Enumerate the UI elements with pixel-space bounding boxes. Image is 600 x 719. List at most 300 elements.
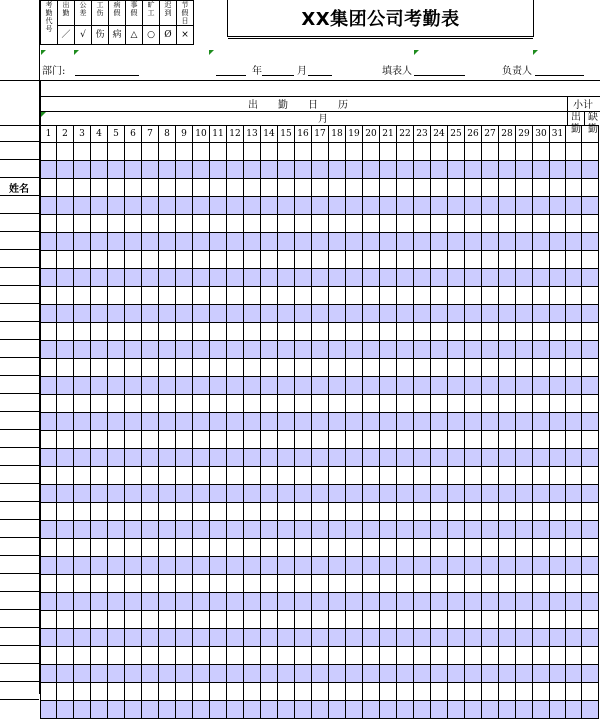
attendance-cell[interactable] [176,341,193,359]
attendance-cell[interactable] [397,305,414,323]
attendance-cell[interactable] [499,467,516,485]
attendance-cell[interactable] [482,467,499,485]
attendance-cell[interactable] [125,431,142,449]
name-cell[interactable] [0,321,39,340]
attendance-cell[interactable] [482,215,499,233]
name-cell[interactable] [0,429,39,448]
attendance-cell[interactable] [414,557,431,575]
attendance-cell[interactable] [295,521,312,539]
attendance-cell[interactable] [533,287,550,305]
attendance-cell[interactable] [329,593,346,611]
attendance-cell[interactable] [74,269,91,287]
attendance-cell[interactable] [465,431,482,449]
attendance-cell[interactable] [312,161,329,179]
attendance-cell[interactable] [482,485,499,503]
attendance-cell[interactable] [261,665,278,683]
attendance-cell[interactable] [57,413,74,431]
attendance-cell[interactable] [193,647,210,665]
attendance-cell[interactable] [193,557,210,575]
attendance-cell[interactable] [159,521,176,539]
attendance-cell[interactable] [278,395,295,413]
attendance-cell[interactable] [74,647,91,665]
attendance-cell[interactable] [244,359,261,377]
attendance-cell[interactable] [57,233,74,251]
name-cell[interactable] [0,411,39,430]
attendance-cell[interactable] [108,539,125,557]
attendance-cell[interactable] [550,521,566,539]
attendance-cell[interactable] [193,143,210,161]
attendance-cell[interactable] [91,521,108,539]
attendance-cell[interactable] [482,395,499,413]
attendance-cell[interactable] [550,647,566,665]
attendance-cell[interactable] [482,521,499,539]
attendance-cell[interactable] [193,215,210,233]
attendance-cell[interactable] [465,413,482,431]
attendance-cell[interactable] [74,431,91,449]
attendance-cell[interactable] [533,485,550,503]
attendance-cell[interactable] [329,287,346,305]
attendance-cell[interactable] [346,593,363,611]
attendance-cell[interactable] [550,179,566,197]
attendance-cell[interactable] [108,449,125,467]
attendance-cell[interactable] [108,323,125,341]
attendance-cell[interactable] [550,431,566,449]
attendance-cell[interactable] [465,575,482,593]
attendance-cell[interactable] [448,359,465,377]
attendance-cell[interactable] [159,305,176,323]
attendance-cell[interactable] [397,647,414,665]
attendance-cell[interactable] [57,305,74,323]
attendance-cell[interactable] [91,143,108,161]
attendance-cell[interactable] [74,161,91,179]
attendance-cell[interactable] [414,431,431,449]
attendance-cell[interactable] [380,395,397,413]
attendance-cell[interactable] [499,323,516,341]
attendance-cell[interactable] [380,143,397,161]
attendance-cell[interactable] [329,467,346,485]
attendance-cell[interactable] [227,287,244,305]
attendance-cell[interactable] [159,215,176,233]
attendance-cell[interactable] [210,701,227,719]
attendance-cell[interactable] [159,359,176,377]
attendance-cell[interactable] [516,611,533,629]
subtotal-cell[interactable] [582,683,599,701]
attendance-cell[interactable] [244,377,261,395]
attendance-cell[interactable] [431,485,448,503]
attendance-cell[interactable] [363,449,380,467]
attendance-cell[interactable] [210,341,227,359]
attendance-cell[interactable] [41,413,57,431]
attendance-cell[interactable] [397,485,414,503]
attendance-cell[interactable] [329,143,346,161]
attendance-cell[interactable] [278,467,295,485]
attendance-cell[interactable] [176,143,193,161]
attendance-cell[interactable] [227,359,244,377]
attendance-cell[interactable] [397,449,414,467]
attendance-cell[interactable] [261,431,278,449]
attendance-cell[interactable] [465,683,482,701]
attendance-cell[interactable] [346,503,363,521]
attendance-cell[interactable] [91,269,108,287]
attendance-cell[interactable] [142,287,159,305]
attendance-cell[interactable] [244,341,261,359]
attendance-cell[interactable] [482,557,499,575]
attendance-cell[interactable] [210,665,227,683]
subtotal-cell[interactable] [582,701,599,719]
attendance-cell[interactable] [312,341,329,359]
attendance-cell[interactable] [74,629,91,647]
attendance-cell[interactable] [176,701,193,719]
attendance-cell[interactable] [41,647,57,665]
attendance-cell[interactable] [533,431,550,449]
attendance-cell[interactable] [193,467,210,485]
attendance-cell[interactable] [159,629,176,647]
attendance-cell[interactable] [176,485,193,503]
name-cell[interactable] [0,663,39,682]
attendance-cell[interactable] [533,269,550,287]
attendance-cell[interactable] [41,449,57,467]
attendance-cell[interactable] [550,143,566,161]
attendance-cell[interactable] [550,341,566,359]
attendance-cell[interactable] [431,305,448,323]
attendance-cell[interactable] [329,323,346,341]
attendance-cell[interactable] [159,647,176,665]
attendance-cell[interactable] [74,251,91,269]
attendance-cell[interactable] [210,305,227,323]
attendance-cell[interactable] [533,179,550,197]
attendance-cell[interactable] [108,377,125,395]
attendance-cell[interactable] [499,449,516,467]
attendance-cell[interactable] [295,395,312,413]
attendance-cell[interactable] [414,161,431,179]
attendance-cell[interactable] [125,179,142,197]
attendance-cell[interactable] [125,233,142,251]
attendance-cell[interactable] [159,575,176,593]
attendance-cell[interactable] [91,161,108,179]
attendance-cell[interactable] [295,161,312,179]
attendance-cell[interactable] [448,179,465,197]
subtotal-cell[interactable] [566,611,582,629]
attendance-cell[interactable] [244,143,261,161]
attendance-cell[interactable] [431,701,448,719]
name-cell[interactable] [0,303,39,322]
attendance-cell[interactable] [125,665,142,683]
subtotal-cell[interactable] [582,143,599,161]
attendance-cell[interactable] [210,377,227,395]
attendance-cell[interactable] [414,629,431,647]
attendance-cell[interactable] [244,467,261,485]
attendance-cell[interactable] [210,485,227,503]
attendance-cell[interactable] [346,269,363,287]
attendance-cell[interactable] [397,341,414,359]
attendance-cell[interactable] [550,251,566,269]
attendance-cell[interactable] [295,305,312,323]
attendance-cell[interactable] [278,269,295,287]
attendance-cell[interactable] [74,215,91,233]
attendance-cell[interactable] [499,341,516,359]
attendance-cell[interactable] [380,467,397,485]
attendance-cell[interactable] [176,467,193,485]
attendance-cell[interactable] [499,647,516,665]
attendance-cell[interactable] [57,323,74,341]
attendance-cell[interactable] [74,575,91,593]
attendance-cell[interactable] [380,215,397,233]
attendance-cell[interactable] [431,341,448,359]
attendance-cell[interactable] [125,593,142,611]
attendance-cell[interactable] [414,575,431,593]
attendance-cell[interactable] [363,215,380,233]
attendance-cell[interactable] [312,359,329,377]
attendance-cell[interactable] [57,665,74,683]
attendance-cell[interactable] [176,647,193,665]
subtotal-cell[interactable] [566,359,582,377]
attendance-cell[interactable] [312,377,329,395]
attendance-cell[interactable] [397,431,414,449]
attendance-cell[interactable] [91,611,108,629]
attendance-cell[interactable] [261,557,278,575]
attendance-cell[interactable] [142,359,159,377]
attendance-cell[interactable] [227,503,244,521]
attendance-cell[interactable] [210,575,227,593]
attendance-cell[interactable] [516,665,533,683]
attendance-cell[interactable] [380,179,397,197]
subtotal-cell[interactable] [582,557,599,575]
attendance-cell[interactable] [346,683,363,701]
attendance-cell[interactable] [91,395,108,413]
attendance-cell[interactable] [295,449,312,467]
name-cell[interactable] [0,195,39,214]
attendance-cell[interactable] [142,611,159,629]
attendance-cell[interactable] [261,503,278,521]
attendance-cell[interactable] [397,395,414,413]
attendance-cell[interactable] [448,413,465,431]
attendance-cell[interactable] [142,503,159,521]
attendance-cell[interactable] [41,593,57,611]
attendance-cell[interactable] [414,701,431,719]
attendance-cell[interactable] [91,665,108,683]
subtotal-cell[interactable] [582,539,599,557]
attendance-cell[interactable] [312,251,329,269]
attendance-cell[interactable] [448,197,465,215]
attendance-cell[interactable] [380,539,397,557]
name-cell[interactable] [0,249,39,268]
attendance-cell[interactable] [210,215,227,233]
subtotal-cell[interactable] [582,665,599,683]
attendance-cell[interactable] [550,665,566,683]
attendance-cell[interactable] [414,179,431,197]
attendance-cell[interactable] [465,593,482,611]
attendance-cell[interactable] [41,611,57,629]
subtotal-cell[interactable] [582,251,599,269]
attendance-cell[interactable] [125,197,142,215]
attendance-cell[interactable] [533,161,550,179]
attendance-cell[interactable] [329,665,346,683]
attendance-cell[interactable] [363,413,380,431]
attendance-cell[interactable] [550,485,566,503]
attendance-cell[interactable] [176,683,193,701]
attendance-cell[interactable] [210,557,227,575]
attendance-cell[interactable] [380,683,397,701]
attendance-cell[interactable] [108,215,125,233]
attendance-cell[interactable] [516,629,533,647]
attendance-cell[interactable] [125,683,142,701]
attendance-cell[interactable] [125,215,142,233]
attendance-cell[interactable] [397,323,414,341]
attendance-cell[interactable] [193,503,210,521]
attendance-cell[interactable] [176,305,193,323]
attendance-cell[interactable] [482,251,499,269]
attendance-cell[interactable] [74,701,91,719]
attendance-cell[interactable] [261,323,278,341]
attendance-cell[interactable] [363,341,380,359]
name-cell[interactable] [0,231,39,250]
attendance-cell[interactable] [312,179,329,197]
attendance-cell[interactable] [108,593,125,611]
attendance-cell[interactable] [244,701,261,719]
attendance-cell[interactable] [193,521,210,539]
attendance-cell[interactable] [176,611,193,629]
attendance-cell[interactable] [295,143,312,161]
attendance-cell[interactable] [159,557,176,575]
subtotal-cell[interactable] [566,521,582,539]
attendance-cell[interactable] [227,197,244,215]
attendance-cell[interactable] [227,647,244,665]
attendance-cell[interactable] [346,377,363,395]
attendance-cell[interactable] [108,395,125,413]
attendance-cell[interactable] [533,611,550,629]
attendance-cell[interactable] [176,665,193,683]
attendance-cell[interactable] [210,197,227,215]
attendance-cell[interactable] [295,611,312,629]
attendance-cell[interactable] [159,233,176,251]
attendance-cell[interactable] [431,449,448,467]
attendance-cell[interactable] [91,179,108,197]
attendance-cell[interactable] [261,683,278,701]
attendance-cell[interactable] [57,377,74,395]
subtotal-cell[interactable] [582,611,599,629]
attendance-cell[interactable] [142,665,159,683]
attendance-cell[interactable] [244,575,261,593]
attendance-cell[interactable] [533,305,550,323]
attendance-cell[interactable] [516,647,533,665]
subtotal-cell[interactable] [582,503,599,521]
attendance-cell[interactable] [363,269,380,287]
attendance-cell[interactable] [482,305,499,323]
attendance-cell[interactable] [159,197,176,215]
attendance-cell[interactable] [550,629,566,647]
attendance-cell[interactable] [193,341,210,359]
attendance-cell[interactable] [431,575,448,593]
attendance-cell[interactable] [91,233,108,251]
attendance-cell[interactable] [125,557,142,575]
attendance-cell[interactable] [278,485,295,503]
attendance-cell[interactable] [448,701,465,719]
name-cell[interactable] [0,555,39,574]
attendance-cell[interactable] [125,413,142,431]
attendance-cell[interactable] [482,665,499,683]
attendance-cell[interactable] [516,449,533,467]
attendance-cell[interactable] [448,161,465,179]
attendance-cell[interactable] [397,179,414,197]
attendance-cell[interactable] [363,665,380,683]
attendance-cell[interactable] [57,575,74,593]
attendance-cell[interactable] [482,575,499,593]
name-cell[interactable] [0,159,39,178]
attendance-cell[interactable] [125,611,142,629]
attendance-cell[interactable] [108,467,125,485]
attendance-cell[interactable] [465,341,482,359]
attendance-cell[interactable] [346,305,363,323]
attendance-cell[interactable] [74,611,91,629]
attendance-cell[interactable] [550,305,566,323]
attendance-cell[interactable] [57,395,74,413]
attendance-cell[interactable] [346,215,363,233]
attendance-cell[interactable] [261,629,278,647]
attendance-cell[interactable] [431,233,448,251]
attendance-cell[interactable] [278,233,295,251]
attendance-cell[interactable] [533,647,550,665]
attendance-cell[interactable] [482,413,499,431]
attendance-cell[interactable] [397,197,414,215]
attendance-cell[interactable] [159,485,176,503]
attendance-cell[interactable] [295,647,312,665]
attendance-cell[interactable] [329,233,346,251]
attendance-cell[interactable] [414,377,431,395]
attendance-cell[interactable] [193,701,210,719]
attendance-cell[interactable] [329,395,346,413]
attendance-cell[interactable] [363,179,380,197]
attendance-cell[interactable] [41,179,57,197]
attendance-cell[interactable] [516,395,533,413]
attendance-cell[interactable] [516,323,533,341]
attendance-cell[interactable] [533,359,550,377]
subtotal-cell[interactable] [566,539,582,557]
attendance-cell[interactable] [346,467,363,485]
attendance-cell[interactable] [533,341,550,359]
attendance-cell[interactable] [312,215,329,233]
attendance-cell[interactable] [295,323,312,341]
attendance-cell[interactable] [431,467,448,485]
attendance-cell[interactable] [397,413,414,431]
attendance-cell[interactable] [465,485,482,503]
attendance-cell[interactable] [465,557,482,575]
attendance-cell[interactable] [159,341,176,359]
attendance-cell[interactable] [210,143,227,161]
attendance-cell[interactable] [159,395,176,413]
subtotal-cell[interactable] [566,557,582,575]
attendance-cell[interactable] [261,161,278,179]
attendance-cell[interactable] [108,629,125,647]
attendance-cell[interactable] [431,593,448,611]
attendance-cell[interactable] [210,413,227,431]
attendance-cell[interactable] [482,179,499,197]
attendance-cell[interactable] [176,503,193,521]
attendance-cell[interactable] [142,431,159,449]
attendance-cell[interactable] [193,161,210,179]
attendance-cell[interactable] [414,287,431,305]
attendance-cell[interactable] [125,485,142,503]
attendance-cell[interactable] [295,557,312,575]
attendance-cell[interactable] [414,251,431,269]
attendance-cell[interactable] [57,179,74,197]
attendance-cell[interactable] [91,557,108,575]
attendance-cell[interactable] [448,395,465,413]
attendance-cell[interactable] [380,665,397,683]
attendance-cell[interactable] [57,593,74,611]
attendance-cell[interactable] [295,197,312,215]
attendance-cell[interactable] [312,701,329,719]
attendance-cell[interactable] [193,323,210,341]
